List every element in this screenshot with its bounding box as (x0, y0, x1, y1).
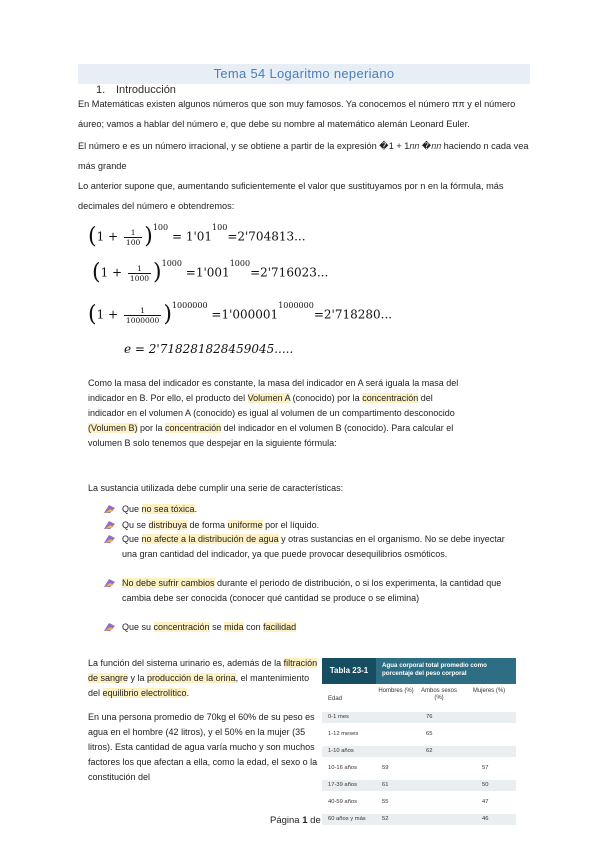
table-cell: 0-1 mes (328, 714, 349, 720)
table-cell: 65 (426, 731, 433, 737)
list-item: No debe sufrir cambios durante el periodo de distribución, o si los experimenta, la cantidad que cambia debe ser conocida (conocer qué cantidad se produce o se elimina) (104, 576, 514, 606)
table-row (322, 814, 516, 825)
list-item: Qu se distribuya de forma uniforme por el líquido. (104, 518, 514, 533)
formula-1: (1 + $\frac{1}{100}$ )$^{100} = 1'01^{100}=2'704813$... (88, 222, 306, 249)
table-cell: 59 (382, 765, 389, 771)
table-header (322, 658, 516, 684)
substance-intro: La sustancia utilizada debe cumplir una serie de características: (88, 483, 344, 493)
water-paragraph: En una persona promedio de 70kg el 60% de su peso es agua en el hombre (42 litros), y el 50% en la mujer (35 litros). Esta cantidad de agua varía mucho y son muchos factores los que afectan a ella, como la edad, el sexo o la constitución del (88, 712, 318, 782)
table-cell: 60 años y más (328, 816, 366, 822)
e-value: e = 2'718281828459045..... (124, 342, 294, 356)
indicator-paragraph: Como la masa del indicador es constante, la masa del indicador en A será iguala la masa del indicador en B. Por ello, el producto del Volumen A (conocido) por la concentración del indicador en el volumen A (conocido) es igual al volumen de un compartimento desconocido (Volumen B) por la concentración del indicador en el volumen B (conocido). Para calcular el volumen B solo tenemos que despejar en la siguiente fórmula: (88, 378, 459, 448)
urinary-paragraph: La función del sistema urinario es, además de la filtración de sangre y la producción de la orina, el mantenimiento del equilibrio electrolítico. (88, 658, 318, 698)
formula-2: (1 + $\frac{1}{1000}$ )$^{1000} =1'001^{1000}=2'716023$... (92, 258, 329, 285)
table-caption: Agua corporal total promedio como porcentaje del peso corporal (382, 662, 487, 677)
column-header: Hombres (%) (378, 688, 414, 694)
paragraph-line: más grande (78, 161, 127, 171)
section-number: 1. (96, 84, 106, 96)
table-row (322, 780, 516, 791)
table-cell: 62 (426, 748, 433, 754)
paragraph-line: Lo anterior supone que, aumentando suficientemente el valor que sustituyamos por n en la fórmula, más (78, 181, 504, 191)
list-item: Que no afecte a la distribución de agua y otras sustancias en el organismo. No se debe inyectar una gran cantidad del indicador, ya que puede provocar desequilibrios osmóticos. (104, 532, 514, 562)
table-cell: 76 (426, 714, 433, 720)
bullet-icon (104, 520, 115, 530)
bullet-icon (104, 534, 115, 544)
column-header: Ambos sexos (%) (420, 688, 457, 701)
body-water-table (322, 658, 516, 840)
table-row (322, 712, 516, 723)
bullet-icon (104, 504, 115, 514)
table-cell: 1-10 años (328, 748, 354, 754)
table-cell: 50 (482, 782, 489, 788)
paragraph-line: áureo; vamos a hablar del número e, que debe su nombre al matemático alemán Leonard Euler. (78, 119, 470, 129)
table-columns (322, 686, 516, 708)
table-cell: 52 (382, 816, 389, 822)
section-label: Introducción (116, 84, 176, 96)
table-cell: 47 (482, 799, 489, 805)
table-row (322, 797, 516, 808)
bullet-icon (104, 622, 115, 632)
table-row (322, 763, 516, 774)
page-number: 1 (302, 815, 308, 826)
table-cell: 1-12 meses (328, 731, 359, 737)
table-cell: 61 (382, 782, 389, 788)
bullet-icon (104, 578, 115, 588)
table-cell: 40-59 años (328, 799, 358, 805)
page-title: Tema 54 Logaritmo neperiano (78, 64, 530, 84)
formula-3: (1 + $\frac{1}{1000000}$ )$^{1000000} =1'000001^{1000000}=2'718280$... (88, 300, 393, 327)
table-cell: 46 (482, 816, 489, 822)
column-header: Edad (328, 696, 343, 702)
table-cell: 57 (482, 765, 489, 771)
paragraph-line: El número e es un número irracional, y se obtiene a partir de la expresión �1 + 1𝑛𝑛 �𝑛𝑛 haciendo n cada vea (78, 141, 529, 151)
table-cell: 55 (382, 799, 389, 805)
column-header: Mujeres (%) (472, 688, 506, 694)
list-item: Que su concentración se mida con facilidad (104, 620, 514, 635)
paragraph-line: En Matemáticas existen algunos números que son muy famosos. Ya conocemos el número ππ y el número (78, 99, 516, 109)
table-cell: 17-39 años (328, 782, 358, 788)
list-item: Que no sea tóxica. (104, 502, 514, 517)
table-row (322, 729, 516, 740)
page-footer: Página 1 de (270, 815, 321, 826)
table-code: Tabla 23-1 (322, 658, 376, 684)
paragraph-line: decimales del número e obtendremos: (78, 201, 235, 211)
table-row (322, 746, 516, 757)
table-cell: 10-16 años (328, 765, 358, 771)
